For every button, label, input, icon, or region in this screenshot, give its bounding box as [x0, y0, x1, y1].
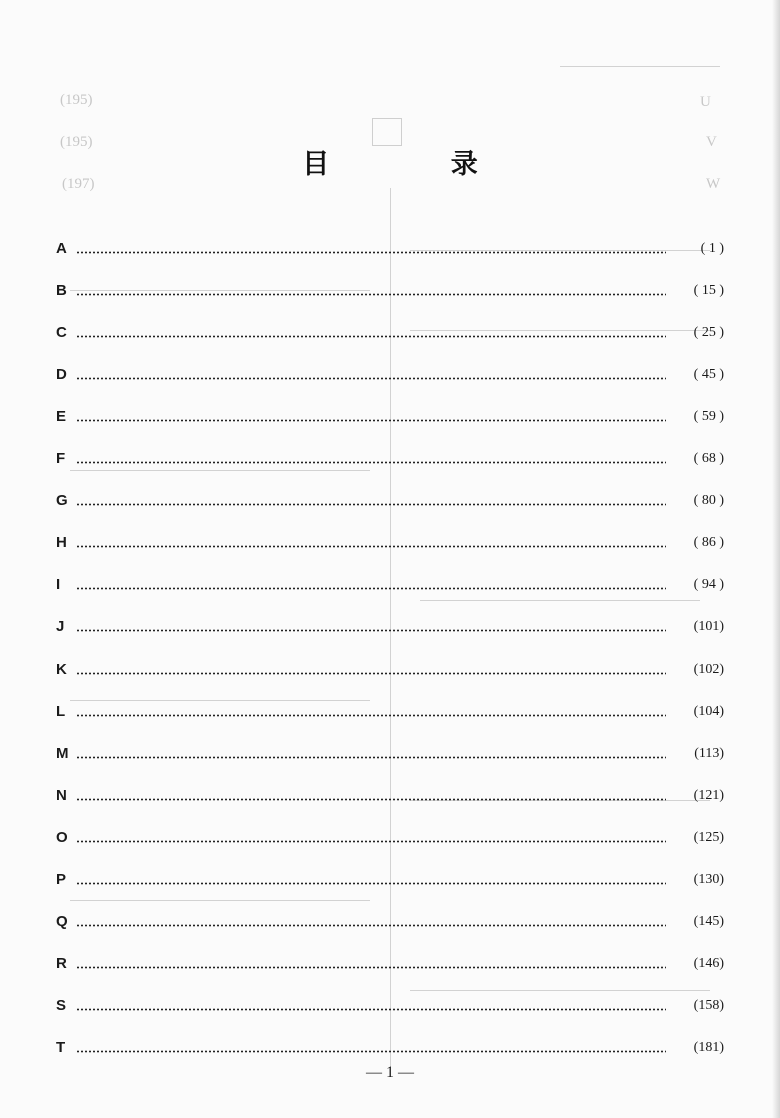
page-edge-shadow — [772, 0, 780, 1118]
toc-entry — [56, 939, 724, 973]
toc-entry-page: (181) — [693, 1039, 724, 1055]
toc-entry-page: (145) — [693, 913, 724, 929]
dot-leader — [76, 587, 666, 590]
toc-entry-letter: P — [56, 870, 67, 888]
toc-entry-page: ( 68 ) — [693, 451, 724, 467]
toc-entry — [56, 602, 724, 636]
toc-entry-letter: N — [56, 786, 67, 804]
toc-entry-letter: E — [56, 408, 67, 426]
toc-page: (195) (195) (197) U V W 目 录 A ( 1 ) B ( 15 ) C ( 25 ) D ( 45 ) E ( 59 ) F ( 68 ) G ( 80 ) H ( 86 ) I ( 94 ) J (101) K (102) L (104) M (113) N (121) O (125) P (130) Q (145) R (146) S (158) T (181) — 1 — — [0, 0, 780, 1118]
toc-entry — [56, 266, 724, 300]
dot-leader — [76, 251, 666, 254]
toc-entry — [56, 434, 724, 468]
toc-entry-letter: K — [56, 660, 67, 678]
page-title: 目 录 — [302, 149, 534, 180]
toc-entry-page: ( 25 ) — [693, 325, 724, 341]
toc-entry — [56, 518, 724, 552]
toc-entry-page: (104) — [693, 703, 724, 719]
toc-entry-letter: F — [56, 450, 66, 468]
toc-entry — [56, 560, 724, 594]
toc-entry-letter: T — [56, 1038, 66, 1056]
toc-entry — [56, 897, 724, 931]
dot-leader — [76, 293, 666, 296]
toc-entry — [56, 855, 724, 889]
toc-entry — [56, 1023, 724, 1057]
toc-entry-letter: M — [56, 744, 69, 762]
toc-entry-page: (102) — [693, 661, 724, 677]
dot-leader — [76, 335, 666, 338]
toc-entry-page: (130) — [693, 871, 724, 887]
toc-entry — [56, 645, 724, 679]
toc-entry-page: ( 15 ) — [693, 283, 724, 299]
toc-entry-letter: I — [56, 576, 61, 594]
toc-entry-letter: J — [56, 618, 65, 636]
toc-entry — [56, 392, 724, 426]
toc-entry-letter: H — [56, 534, 67, 552]
toc-entry — [56, 687, 724, 721]
toc-entry — [56, 813, 724, 847]
toc-entry-letter: G — [56, 492, 68, 510]
toc-entry-page: (146) — [693, 955, 724, 971]
toc-entry-page: (158) — [693, 997, 724, 1013]
toc-entry-page: (101) — [693, 619, 724, 635]
toc-entry-letter: B — [56, 282, 67, 300]
toc-entry-page: (125) — [693, 829, 724, 845]
toc-entry — [56, 771, 724, 805]
toc-entry — [56, 981, 724, 1015]
dot-leader — [76, 419, 666, 422]
toc-entry-page: ( 80 ) — [693, 493, 724, 509]
dot-leader — [76, 545, 666, 548]
dot-leader — [76, 377, 666, 380]
toc-entry-letter: Q — [56, 912, 68, 930]
toc-entry-page: ( 86 ) — [693, 535, 724, 551]
page-number: — 1 — — [366, 1064, 414, 1081]
toc-entry — [56, 308, 724, 342]
toc-entry — [56, 350, 724, 384]
dot-leader — [76, 798, 666, 801]
toc-entry-letter: C — [56, 324, 67, 342]
toc-entry-letter: L — [56, 702, 66, 720]
toc-entry-letter: S — [56, 996, 67, 1014]
dot-leader — [76, 756, 666, 759]
dot-leader — [76, 672, 666, 675]
toc-entry-page: ( 94 ) — [693, 577, 724, 593]
dot-leader — [76, 966, 666, 969]
toc-entry-letter: R — [56, 954, 67, 972]
dot-leader — [76, 461, 666, 464]
toc-entry-page: ( 45 ) — [693, 367, 724, 383]
dot-leader — [76, 503, 666, 506]
dot-leader — [76, 1050, 666, 1053]
dot-leader — [76, 714, 666, 717]
toc-entry-page: (121) — [693, 787, 724, 803]
dot-leader — [76, 924, 666, 927]
toc-entry — [56, 224, 724, 258]
toc-entry-letter: O — [56, 828, 68, 846]
dot-leader — [76, 629, 666, 632]
dot-leader — [76, 840, 666, 843]
toc-entry-page: ( 59 ) — [693, 409, 724, 425]
toc-entry-page: ( 1 ) — [700, 241, 724, 256]
toc-entry-letter: A — [56, 240, 67, 257]
toc-entry — [56, 476, 724, 510]
toc-entry — [56, 729, 724, 763]
dot-leader — [76, 882, 666, 885]
toc-entry-page: (113) — [694, 745, 724, 761]
dot-leader — [76, 1008, 666, 1011]
toc-entry-letter: D — [56, 366, 67, 384]
